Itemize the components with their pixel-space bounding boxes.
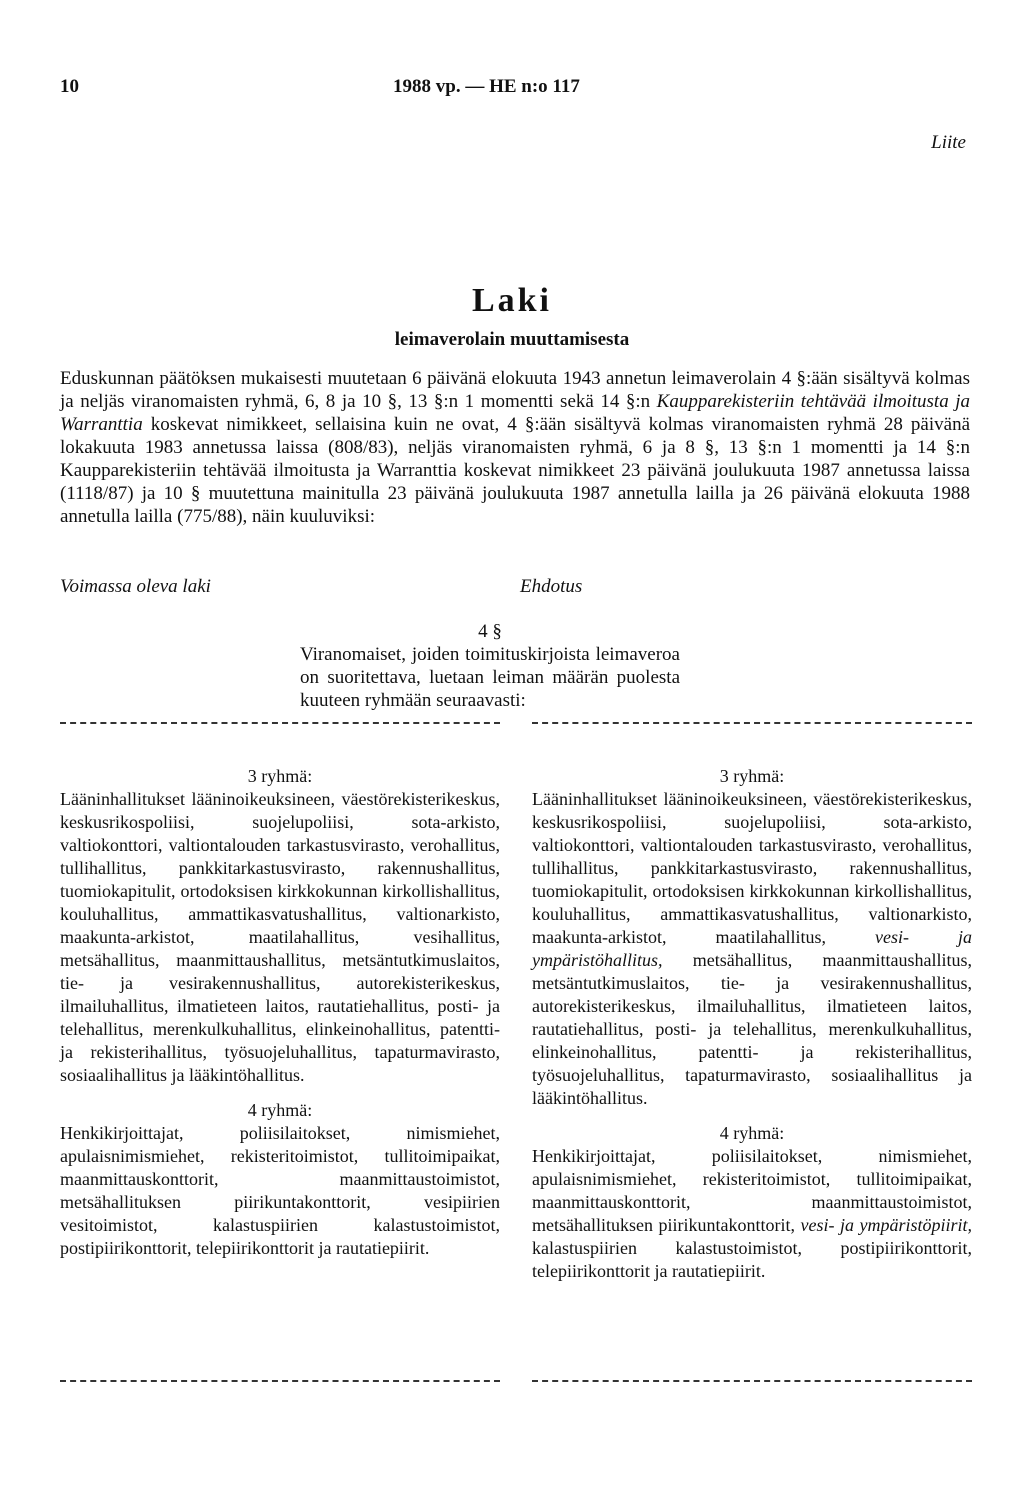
left-group3-text: Lääninhallitukset lääninoikeuksineen, väestörekisterikeskus, keskusrikospoliisi, suojelupoliisi, sota-arkisto, valtiokonttori, valtiontalouden tarkastusvirasto, verohallitus, tullihallitus, pankkitarkastusvirasto, rakennushallitus, tuomiokapitulit, ortodoksisen kirkkokunnan kirkollishallitus, kouluhallitus, ammattikasvatushallitus, valtionarkisto, maakunta-arkistot, maatilahallitus, vesihallitus, metsähallitus, maanmittaushallitus, metsäntutkimuslaitos, tie- ja vesirakennushallitus, autorekisterikeskus, ilmailuhallitus, ilmatieteen laitos, rautatiehallitus, posti- ja telehallitus, merenkulkuhallitus, elinkeinohallitus, patentti- ja rekisterihallitus, työsuojeluhallitus, tapaturmavirasto, sosiaalihallitus ja lääkintöhallitus. bbox=[60, 789, 500, 1085]
preamble-text-2: koskevat nimikkeet, sellaisina kuin ne ovat, 4 §:ään sisältyvä kolmas viranomaisten ryhmä 28 päivänä lokakuuta 1983 annetussa laissa (808/83), neljäs viranomaisten ryhmä, 6 ja 8 §, 13 §:n 1 momentti ja 14 §:n Kaupparekisteriin tehtävää ilmoitusta ja Warranttia koskevat nimikkeet 23 päivänä joulukuuta 1987 annetussa laissa (1118/87) ja 10 § muutettuna mainitulla 23 päivänä joulukuuta 1987 annetulla lailla ja 26 päivänä elokuuta 1988 annetulla lailla (775/88), näin kuuluviksi: bbox=[60, 414, 970, 527]
running-title: 1988 vp. — HE n:o 117 bbox=[393, 76, 580, 97]
right-group4-amendment: vesi- ja ympäristöpiirit, bbox=[800, 1215, 972, 1235]
left-group4-text: Henkikirjoittajat, poliisilaitokset, nimismiehet, apulaisnimismiehet, rekisteritoimistot, tullitoimipaikat, maanmittauskonttorit, maanmittaustoimistot, metsähallituksen piirikuntakonttorit, vesipiirien vesitoimistot, kalastuspiirien kalastustoimistot, postipiirikonttorit, telepiirikonttorit ja rautatiepiirit. bbox=[60, 1123, 500, 1258]
right-group3-amendment: vesi- ja ympäristöhallitus, bbox=[532, 927, 972, 970]
left-column-heading: Voimassa oleva laki bbox=[60, 576, 211, 597]
section-number: 4 § bbox=[478, 621, 502, 642]
divider-right-bottom bbox=[532, 1380, 972, 1382]
left-column bbox=[60, 765, 500, 1260]
right-group4-heading: 4 ryhmä: bbox=[719, 1123, 785, 1143]
section-4 bbox=[300, 620, 680, 712]
divider-left-top bbox=[60, 722, 500, 724]
right-column bbox=[532, 765, 972, 1283]
document-subtitle: leimaverolain muuttamisesta bbox=[394, 329, 630, 350]
left-group4-heading: 4 ryhmä: bbox=[247, 1100, 313, 1120]
right-group4-text-b: kalastuspiirien kalastustoimistot, postipiirikonttorit, telepiirikonttorit ja rautatiepiirit. bbox=[532, 1238, 972, 1281]
preamble-text-1: Eduskunnan päätöksen mukaisesti muutetaan 6 päivänä elokuuta 1943 annetun leimaverolain 4 §:ään sisältyvä kolmas ja neljäs viranomaisten ryhmä, 6, 8 ja 10 §, 13 §:n 1 momentti sekä 14 §:n bbox=[60, 368, 970, 412]
right-group4-text-a: Henkikirjoittajat, poliisilaitokset, nimismiehet, apulaisnimismiehet, rekisteritoimistot, tullitoimipaikat, maanmittauskonttorit, maanmittaustoimistot, metsähallituksen piirikuntakonttorit, bbox=[532, 1146, 972, 1235]
divider-right-top bbox=[532, 722, 972, 724]
preamble bbox=[60, 367, 970, 528]
right-column-heading: Ehdotus bbox=[520, 576, 583, 597]
section-text: Viranomaiset, joiden toimituskirjoista leimaveroa on suoritettava, luetaan leiman määrän puolesta kuuteen ryhmään seuraavasti: bbox=[300, 644, 680, 711]
right-group3-text-a: Lääninhallitukset lääninoikeuksineen, väestörekisterikeskus, keskusrikospoliisi, suojelupoliisi, sota-arkisto, valtiokonttori, valtiontalouden tarkastusvirasto, verohallitus, tullihallitus, pankkitarkastusvirasto, rakennushallitus, tuomiokapitulit, ortodoksisen kirkkokunnan kirkollishallitus, kouluhallitus, ammattikasvatushallitus, valtionarkisto, maakunta-arkistot, maatilahallitus, bbox=[532, 789, 972, 947]
preamble-italic: Kaupparekisteriin tehtävää ilmoitusta ja Warranttia bbox=[60, 391, 970, 435]
appendix-label: Liite bbox=[931, 132, 966, 153]
right-group3-heading: 3 ryhmä: bbox=[719, 766, 785, 786]
divider-left-bottom bbox=[60, 1380, 500, 1382]
right-group3-text-b: metsähallitus, maanmittaushallitus, metsäntutkimuslaitos, tie- ja vesirakennushallitus, autorekisterikeskus, ilmailuhallitus, ilmatieteen laitos, rautatiehallitus, posti- ja telehallitus, merenkulkuhallitus, elinkeinohallitus, patentti- ja rekisterihallitus, työsuojeluhallitus, tapaturmavirasto, sosiaalihallitus ja lääkintöhallitus. bbox=[532, 950, 972, 1108]
page-number: 10 bbox=[60, 76, 79, 97]
document-title: Laki bbox=[471, 282, 553, 319]
left-group3-heading: 3 ryhmä: bbox=[247, 766, 313, 786]
right-group4-text bbox=[532, 1145, 972, 1283]
right-group3-text bbox=[532, 788, 972, 1110]
